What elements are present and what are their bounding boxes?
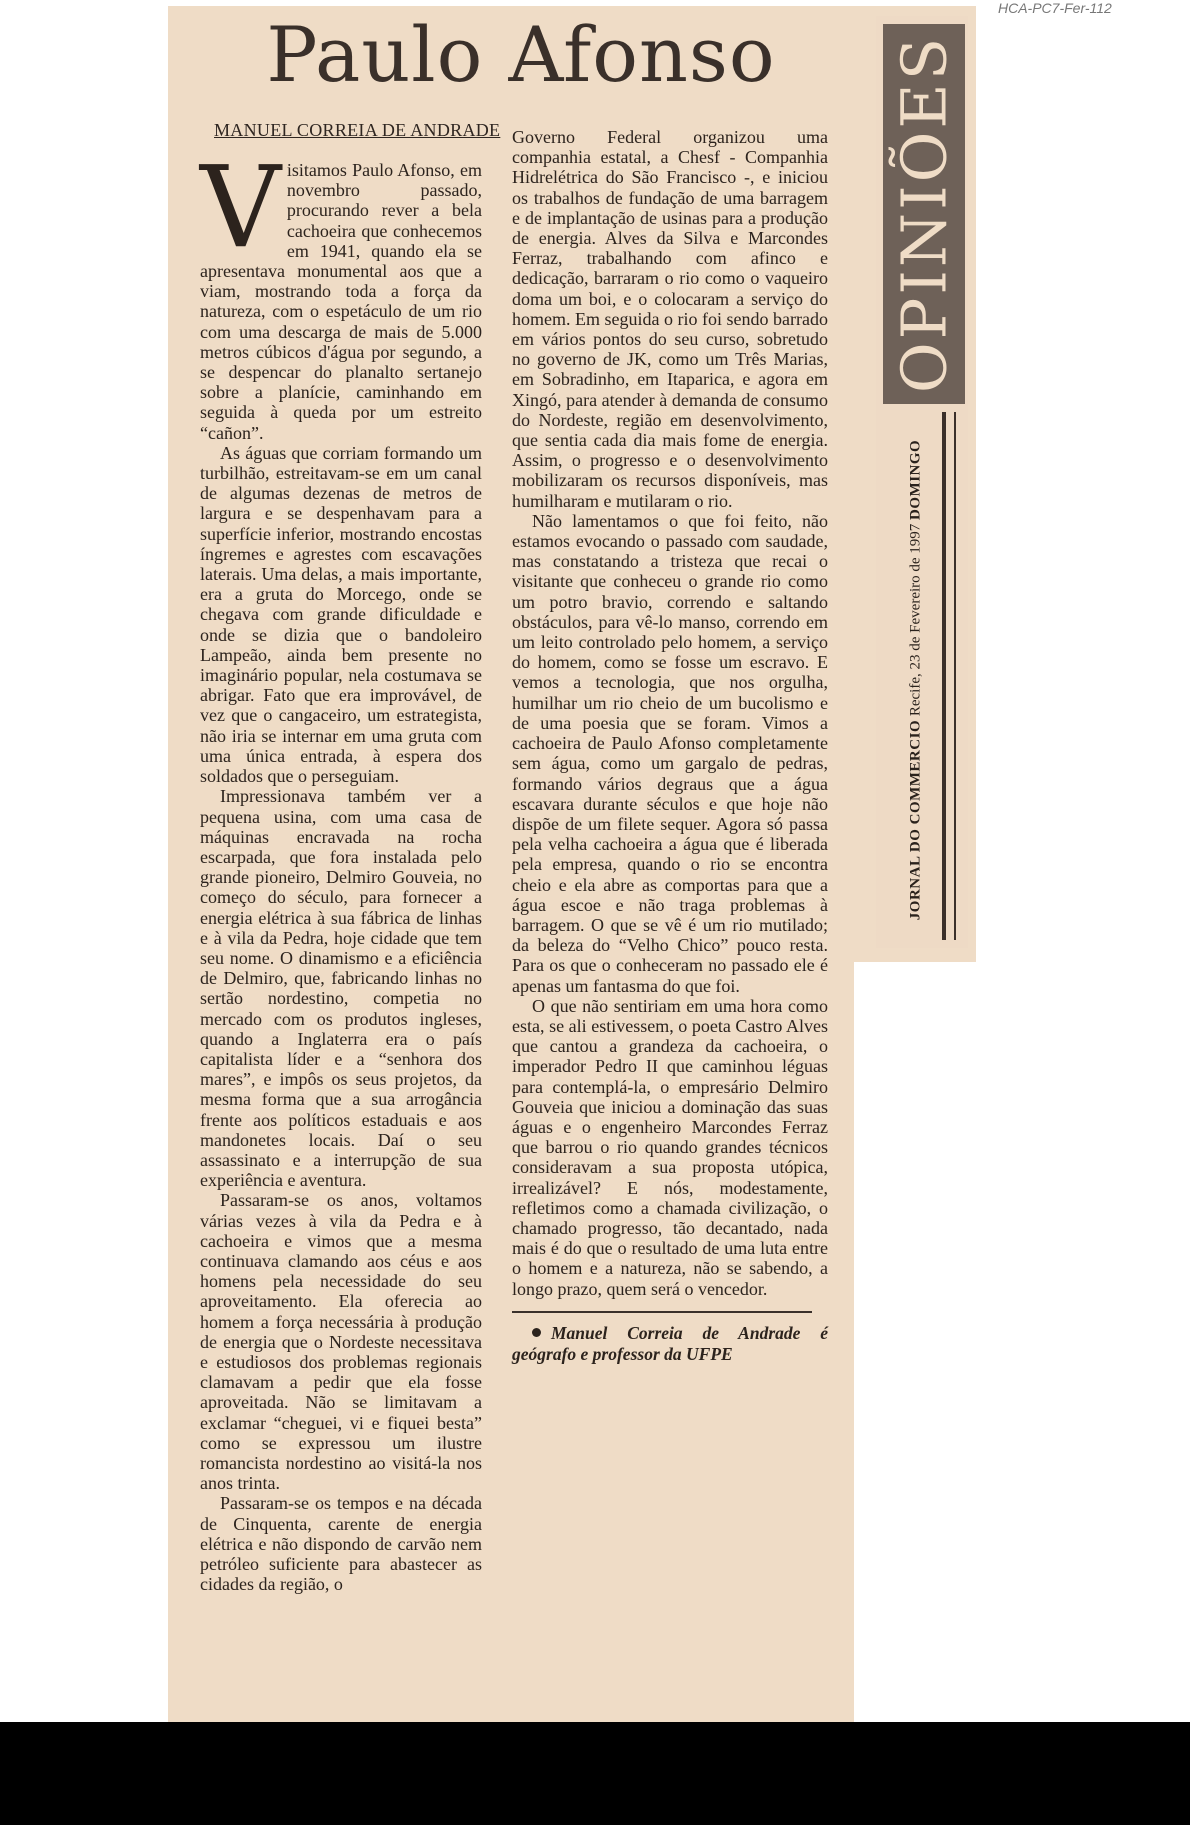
section-label: OPINIÕES	[887, 34, 961, 394]
drop-cap: V	[200, 143, 281, 273]
sidebar-rule	[942, 412, 946, 940]
byline: MANUEL CORREIA DE ANDRADE	[214, 120, 501, 140]
page-margin	[854, 962, 994, 1825]
sidebar-rule	[954, 412, 956, 940]
paragraph: Impressionava também ver a pequena usina, com uma casa de máquinas encravada na rocha escarpada, que fora instalada pelo grande pioneiro, Delmiro Gouveia, no começo do século, para fornecer a energia elétrica à sua fábrica de linhas e à vila da Pedra, hoje cidade que tem seu nome. O dinamismo e a eficiência de Delmiro, que, fabricando linhas no sertão nordestino, competia no mercado com os produtos ingleses, quando a Inglaterra era o país capitalista líder e a “senhora dos mares”, e impôs os seus projetos, da mesma forma que a sua arrogância frente aos políticos estaduais e aos mandonetes locais. Daí o seu assassinato e a interrupção de sua experiência e aventura.	[200, 786, 482, 1191]
paragraph: Passaram-se os tempos e na década de Cinquenta, carente de energia elétrica e não dispondo de carvão nem petróleo suficiente para abastecer as cidades da região, o	[200, 1493, 482, 1595]
paragraph: Governo Federal organizou uma companhia estatal, a Chesf - Companhia Hidrelétrica do São Francisco -, e iniciou os trabalhos de fundação de uma barragem e de implantação de usinas para a produção de energia. Alves da Silva e Marcondes Ferraz, trabalhando com afinco e dedicação, barraram o rio como o vaqueiro doma um boi, e o colocaram a serviço do homem. Em seguida o rio foi sendo barrado em vários pontos do seu curso, sobretudo no governo de JK, como um Três Marias, em Sobradinho, em Itaparica, e agora em Xingó, para atender à demanda de consumo do Nordeste, região em desenvolvimento, que sentia cada dia mais fome de energia. Assim, o progresso e o desenvolvimento mobilizaram os recursos disponíveis, mas humilharam e mutilaram o rio.	[512, 127, 828, 511]
bullet-icon	[532, 1328, 541, 1337]
archive-note: HCA-PC7-Fer-112	[998, 0, 1112, 16]
author-note-text: Manuel Correia de Andrade é geógrafo e professor da UFPE	[512, 1322, 828, 1364]
paragraph	[200, 143, 482, 443]
dateline	[908, 440, 925, 920]
scan-border	[0, 1722, 1190, 1825]
paragraph: As águas que corriam formando um turbilhão, estreitavam-se em um canal de algumas dezenas de metros de largura e se despenhavam para a superfície inferior, mostrando encostas íngremes e agrestes com escavações laterais. Uma delas, a mais importante, era a gruta do Morcego, onde se chegava com grande dificuldade e onde se dizia que o bandoleiro Lampeão, ainda bem presente no imaginário popular, nela costumava se abrigar. Fato que era improvável, de vez que o cangaceiro, um estrategista, não iria se internar em uma gruta com uma única entrada, à espera dos soldados que o perseguiam.	[200, 442, 482, 787]
paragraph: O que não sentiriam em uma hora como esta, se ali estivessem, o poeta Castro Alves que cantou a grandeza da cachoeira, o imperador Pedro II que caminhou léguas para contemplá-la, o empresário Delmiro Gouveia que iniciou a dominação das suas águas e o engenheiro Marcondes Ferraz que barrou o rio quando grandes técnicos consideravam a sua proposta utópica, irrealizável? E nós, modestamente, refletimos como a chamada civilização, o chamado progresso, tão decantado, nada mais é do que o resultado de uma luta entre o homem e a natureza, não se sabendo, a longo prazo, quem será o vencedor.	[512, 995, 828, 1299]
newspaper-name: JORNAL DO COMMERCIO	[907, 719, 924, 921]
article-title: Paulo Afonso	[266, 10, 776, 99]
paragraph: Passaram-se os anos, voltamos várias vezes à vila da Pedra e à cachoeira e vimos que a mesma continuava clamando aos céus e aos homens pela necessidade do seu aproveitamento. Ela oferecia ao homem a força necessária à produção de energia que o Nordeste necessitava e estudiosos dos problemas regionais clamavam a pedir que ela fosse aproveitada. Não se limitavam a exclamar “cheguei, vi e fiquei besta” como se expressou um ilustre romancista nordestino ao visitá-la nos anos trinta.	[200, 1190, 482, 1494]
publication-date: Recife, 23 de Fevereiro de 1997	[907, 523, 924, 717]
paragraph-text: isitamos Paulo Afonso, em novembro passado, procurando rever a bela cachoeira que conhecemos em 1941, quando ela se apresentava monumental aos que a viam, mostrando toda a força da natureza, com o espetáculo de um rio com uma descarga de mais de 5.000 metros cúbicos d'água por segundo, a se despencar do planalto sertanejo sobre a planície, caminhando em seguida à queda por um estreito “cañon”.	[200, 160, 482, 443]
paragraph: Não lamentamos o que foi feito, não estamos evocando o passado com saudade, mas constatando a tristeza que recai o visitante que conheceu o grande rio como um potro bravio, correndo e saltando obstáculos, para vê-lo manso, correndo em um leito controlado pelo homem, a serviço do homem, como se fosse um escravo. E vemos a tecnologia, que nos orgulha, humilhar um rio cheio de um bucolismo e de uma poesia que se foram. Vimos a cachoeira de Paulo Afonso completamente sem água, como um gargalo de pedras, formando vários degraus que a água escavara durante séculos e que hoje não dispõe de um filete sequer. Agora só passa pela velha cachoeira a água que é liberada pela empresa, quando o rio se encontra cheio e ela abre as comportas para que a água escoe e não traga problemas à barragem. O que se vê é um rio mutilado; da beleza do “Velho Chico” pouco resta. Para os que o conheceram no passado ele é apenas um fantasma do que foi.	[512, 510, 828, 996]
article-column-1	[200, 143, 482, 1785]
publication-day: DOMINGO	[907, 439, 924, 520]
author-note	[512, 1323, 828, 1365]
author-divider	[512, 1311, 812, 1313]
article-column-2	[512, 127, 828, 1727]
